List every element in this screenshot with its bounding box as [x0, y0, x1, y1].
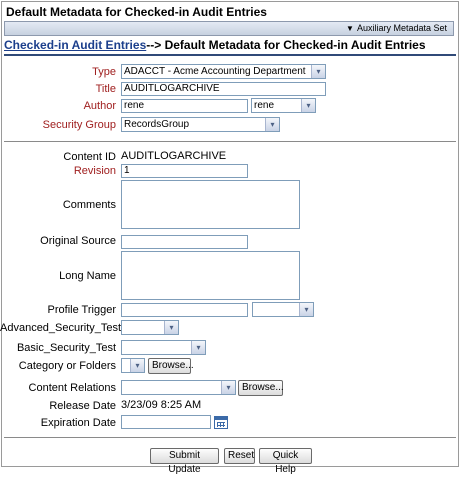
breadcrumb-current: Default Metadata for Checked-in Audit Entries [161, 38, 426, 52]
actions-divider [4, 437, 456, 438]
content-id-label: Content ID [63, 151, 116, 163]
chevron-down-icon: ▾ [299, 303, 313, 316]
type-select-value: ADACCT - Acme Accounting Department [124, 66, 306, 77]
title-label: Title [95, 83, 116, 95]
comments-textarea[interactable] [121, 180, 300, 229]
advanced-security-test-label: Advanced_Security_Test [0, 322, 122, 334]
content-relations-browse-button[interactable]: Browse... [238, 380, 283, 396]
profile-trigger-label: Profile Trigger [47, 304, 116, 316]
long-name-textarea[interactable] [121, 251, 300, 300]
chevron-down-icon: ▾ [311, 65, 325, 78]
advanced-security-test-select[interactable] [121, 320, 179, 335]
author-select[interactable] [251, 98, 316, 113]
security-group-select[interactable] [121, 117, 280, 132]
title-input[interactable]: AUDITLOGARCHIVE [121, 82, 326, 96]
chevron-down-icon: ▼ [346, 24, 354, 33]
expiration-date-input[interactable] [121, 415, 211, 429]
category-browse-button[interactable]: Browse... [148, 358, 191, 374]
content-id-value: AUDITLOGARCHIVE [121, 150, 227, 162]
author-label: Author [83, 100, 116, 112]
profile-trigger-input[interactable] [121, 303, 248, 317]
reset-button[interactable]: Reset [224, 448, 255, 464]
revision-label: Revision [73, 165, 116, 177]
auxiliary-metadata-label: Auxiliary Metadata Set [356, 23, 447, 33]
category-folders-select[interactable] [121, 358, 145, 373]
breadcrumb [4, 38, 456, 56]
calendar-icon[interactable] [214, 416, 228, 429]
chevron-down-icon: ▾ [164, 321, 178, 334]
category-folders-label: Category or Folders [18, 360, 116, 372]
auxiliary-metadata-bar[interactable] [4, 21, 454, 36]
chevron-down-icon: ▾ [265, 118, 279, 131]
chevron-down-icon: ▾ [191, 341, 205, 354]
type-label: Type [92, 66, 116, 78]
long-name-label: Long Name [59, 270, 116, 282]
profile-trigger-select[interactable] [252, 302, 314, 317]
section-divider [4, 141, 456, 142]
basic-security-test-select[interactable] [121, 340, 206, 355]
content-relations-label: Content Relations [28, 382, 116, 394]
release-date-label: Release Date [49, 400, 116, 412]
content-relations-select[interactable] [121, 380, 236, 395]
comments-label: Comments [62, 199, 116, 211]
original-source-label: Original Source [40, 235, 116, 247]
security-group-label: Security Group [42, 119, 116, 131]
breadcrumb-link-audit-entries[interactable]: Checked-in Audit Entries [4, 38, 147, 52]
chevron-down-icon: ▾ [301, 99, 315, 112]
author-input[interactable]: rene [121, 99, 248, 113]
author-select-value: rene [254, 100, 275, 111]
security-group-select-value: RecordsGroup [124, 119, 190, 130]
chevron-down-icon: ▾ [130, 359, 144, 372]
page-title: Default Metadata for Checked-in Audit Entries [6, 5, 267, 19]
type-select[interactable] [121, 64, 326, 79]
release-date-value: 3/23/09 8:25 AM [121, 399, 202, 411]
submit-update-button[interactable]: Submit Update [150, 448, 219, 464]
original-source-input[interactable] [121, 235, 248, 249]
chevron-down-icon: ▾ [221, 381, 235, 394]
breadcrumb-separator: --> [146, 38, 162, 52]
quick-help-button[interactable]: Quick Help [259, 448, 312, 464]
expiration-date-label: Expiration Date [40, 417, 116, 429]
revision-input[interactable]: 1 [121, 164, 248, 178]
basic-security-test-label: Basic_Security_Test [16, 342, 116, 354]
